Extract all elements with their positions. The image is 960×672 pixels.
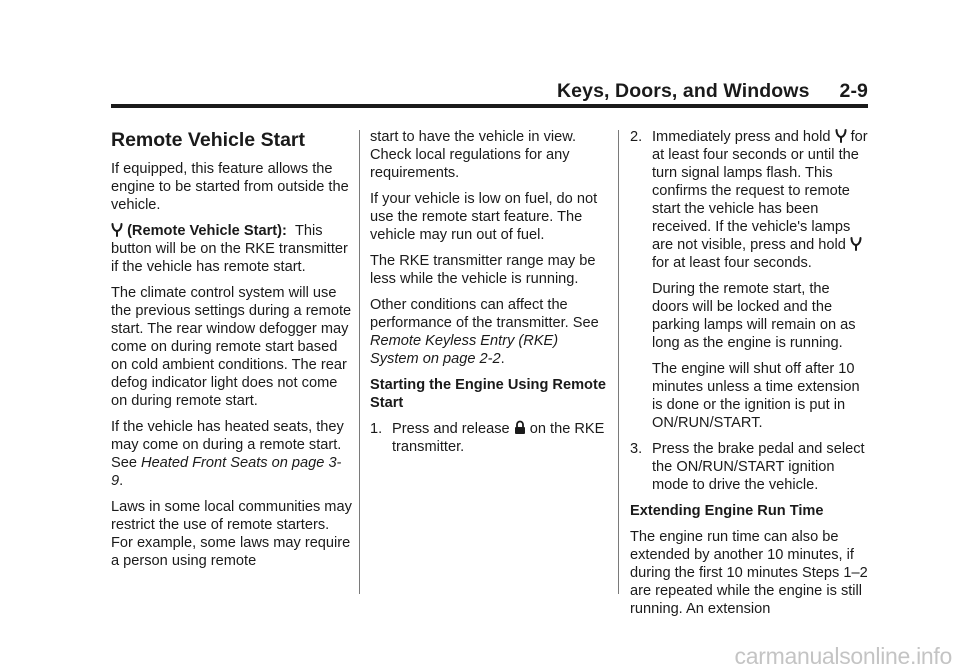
- subheading: Starting the Engine Using Remote Start: [370, 377, 606, 411]
- watermark: carmanualsonline.info: [734, 643, 952, 669]
- header-rule: [111, 104, 868, 108]
- paragraph: The climate control system will use the previous settings during a remote start. The rear window defogger may come on during remote start based on cold ambient conditions. The rear defog indicator light does not come on during remote start.: [111, 285, 352, 409]
- paragraph: If the vehicle has heated seats, they may come on during a remote start. See Heated Front Seats on page 3-9.: [111, 419, 344, 489]
- remote-start-icon: [835, 129, 847, 143]
- button-label: (Remote Vehicle Start):: [127, 223, 287, 239]
- running-head: [557, 80, 868, 103]
- step-2: [630, 128, 870, 432]
- step-1: [370, 420, 610, 456]
- paragraph-text: If the vehicle has heated seats, they may come on during a remote start. See: [111, 419, 344, 471]
- step-text: Press and release on the RKE transmitter.: [392, 421, 605, 455]
- subheading: Extending Engine Run Time: [630, 503, 824, 519]
- paragraph: Other conditions can affect the performance of the transmitter. See Remote Keyless Entry (RKE) System on page 2-2.: [370, 297, 599, 367]
- page-number: 2-9: [839, 80, 868, 102]
- step-text: The engine will shut off after 10 minutes unless a time extension is done or the ignition is put in ON/RUN/START.: [652, 361, 860, 431]
- step-number: 3.: [630, 441, 643, 457]
- paragraph: start to have the vehicle in view. Check local regulations for any requirements.: [370, 129, 577, 181]
- paragraph: [111, 222, 353, 276]
- step-number: 2.: [630, 129, 643, 145]
- paragraph-text: Other conditions can affect the performance of the transmitter. See: [370, 297, 599, 331]
- paragraph-text: This button will be on the RKE transmitter if the vehicle has remote start.: [111, 223, 348, 275]
- paragraph: If your vehicle is low on fuel, do not use the remote start feature. The vehicle may run out of fuel.: [370, 191, 598, 243]
- column-divider: [359, 130, 360, 594]
- section-name: Keys, Doors, and Windows: [557, 80, 810, 102]
- step-text: Press the brake pedal and select the ON/RUN/START ignition mode to drive the vehicle.: [652, 441, 865, 493]
- step-text: During the remote start, the doors will be locked and the parking lamps will remain on as long as the engine is running.: [652, 281, 856, 351]
- section-title: Remote Vehicle Start: [111, 129, 305, 151]
- step-number: 1.: [370, 421, 383, 437]
- column-1: [111, 128, 353, 578]
- column-2: [370, 128, 610, 464]
- paragraph: The RKE transmitter range may be less while the vehicle is running.: [370, 253, 596, 287]
- cross-reference: Remote Keyless Entry (RKE) System on page 2-2: [370, 333, 559, 367]
- step-text: Immediately press and hold for at least four seconds or until the turn signal lamps flash. This confirms the request to remote start the vehicle has been received. If the vehicle's lamps are not visible, press and hold for at least four seconds.: [652, 129, 868, 271]
- remote-start-icon: [850, 237, 862, 251]
- paragraph: Laws in some local communities may restrict the use of remote starters. For example, some laws may require a person using remote: [111, 499, 352, 569]
- column-3: [630, 128, 870, 626]
- remote-start-icon: [111, 223, 123, 237]
- paragraph: If equipped, this feature allows the engine to be started from outside the vehicle.: [111, 161, 349, 213]
- step-3: [630, 440, 870, 494]
- paragraph: The engine run time can also be extended by another 10 minutes, if during the first 10 minutes Steps 1–2 are repeated while the engine is still running. An extension: [630, 529, 868, 617]
- column-divider: [618, 130, 619, 594]
- cross-reference: Heated Front Seats on page 3-9: [111, 455, 342, 489]
- lock-icon: [514, 420, 526, 435]
